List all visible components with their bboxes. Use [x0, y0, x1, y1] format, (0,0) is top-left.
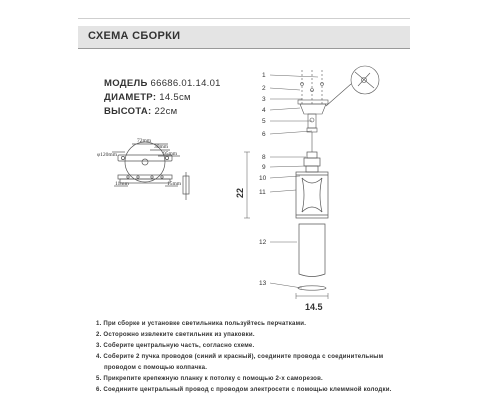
screw-mid-right — [151, 176, 153, 178]
instruction-1: 1. При сборке и установке светильника пользуйтесь перчатками. — [96, 320, 307, 327]
callout-numbers — [259, 72, 267, 287]
dim-95: 95mm — [163, 151, 178, 157]
plate-center-hole — [142, 159, 148, 165]
width-dimension — [296, 293, 328, 299]
ceiling-assembly — [298, 70, 328, 152]
dim-11: 11mm — [115, 181, 129, 187]
bottom-cap — [298, 286, 326, 290]
dim-30: 30mm — [154, 144, 169, 150]
ceiling-bar — [298, 100, 328, 104]
height-dimension — [244, 152, 250, 218]
spec-diameter-value: 14.5см — [159, 92, 191, 103]
canopy — [300, 104, 326, 114]
width-label: 14.5 — [305, 302, 323, 312]
spec-diameter-label: ДИАМЕТР: — [104, 92, 157, 103]
socket-top — [304, 158, 320, 166]
callout-13: 13 — [259, 280, 267, 287]
callout-2: 2 — [262, 85, 266, 92]
leader-lines — [270, 75, 318, 288]
instruction-3: 3. Соберите центральную часть, согласно схеме. — [96, 342, 255, 349]
bar-hole-left — [121, 156, 124, 159]
dim-120: φ120mm — [97, 152, 117, 158]
page-title: СХЕМА СБОРКИ — [88, 30, 181, 42]
mounting-plate-detail — [112, 142, 189, 200]
spec-model-value: 66686.01.14.01 — [150, 78, 221, 89]
callout-4: 4 — [262, 107, 266, 114]
spec-model-label: МОДЕЛЬ — [104, 78, 148, 89]
dim-15: 15mm — [167, 181, 182, 187]
callout-8: 8 — [262, 154, 266, 161]
screw-left — [127, 176, 129, 178]
spec-height-label: ВЫСОТА: — [104, 106, 152, 117]
instruction-4: 4. Соберите 2 пучка проводов (синий и красный), соедините провода с соединительным проводом с помощью колпачка. — [96, 353, 384, 371]
callout-3: 3 — [262, 96, 266, 103]
callout-12: 12 — [259, 239, 267, 246]
callout-10: 10 — [259, 175, 267, 182]
instruction-2: 2. Осторожно извлеките светильник из упаковки. — [96, 331, 255, 338]
dim-72: 72mm — [137, 138, 152, 144]
height-label: 22 — [235, 187, 245, 198]
lamp-body — [296, 152, 328, 290]
socket — [306, 166, 318, 172]
callout-6: 6 — [262, 131, 266, 138]
cord-grip — [307, 152, 317, 158]
instruction-5: 5. Прикрепите крепежную планку к потолку с помощью 2-х саморезов. — [96, 375, 323, 382]
bar-side-profile — [118, 175, 172, 179]
spec-height-value: 22см — [154, 106, 178, 117]
callout-1: 1 — [262, 72, 266, 79]
wire-detail — [326, 66, 379, 106]
wire-detail-circle — [351, 66, 379, 94]
callout-5: 5 — [262, 118, 266, 125]
instruction-6: 6. Соедините центральный провод с проводом электросети с помощью клеммной колодки. — [96, 386, 392, 393]
screw-mid-left — [137, 176, 139, 178]
screw-right — [161, 176, 163, 178]
lamp-shade — [296, 172, 328, 218]
instructions-list — [96, 318, 426, 395]
callout-9: 9 — [262, 164, 266, 171]
glass-cylinder — [299, 224, 325, 277]
callout-11: 11 — [259, 189, 266, 196]
